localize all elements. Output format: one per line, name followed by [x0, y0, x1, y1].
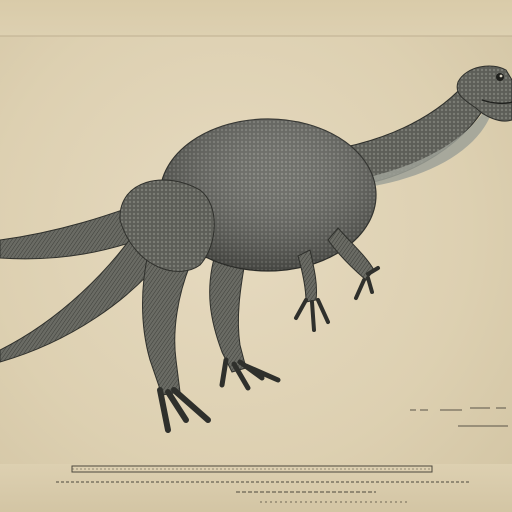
far-hind-leg — [210, 255, 246, 372]
lower-hand — [296, 300, 328, 330]
scale-bar — [56, 466, 470, 502]
caption-marks — [410, 408, 508, 426]
near-hind-foot — [160, 390, 208, 430]
dinosaur-eye — [496, 73, 504, 81]
